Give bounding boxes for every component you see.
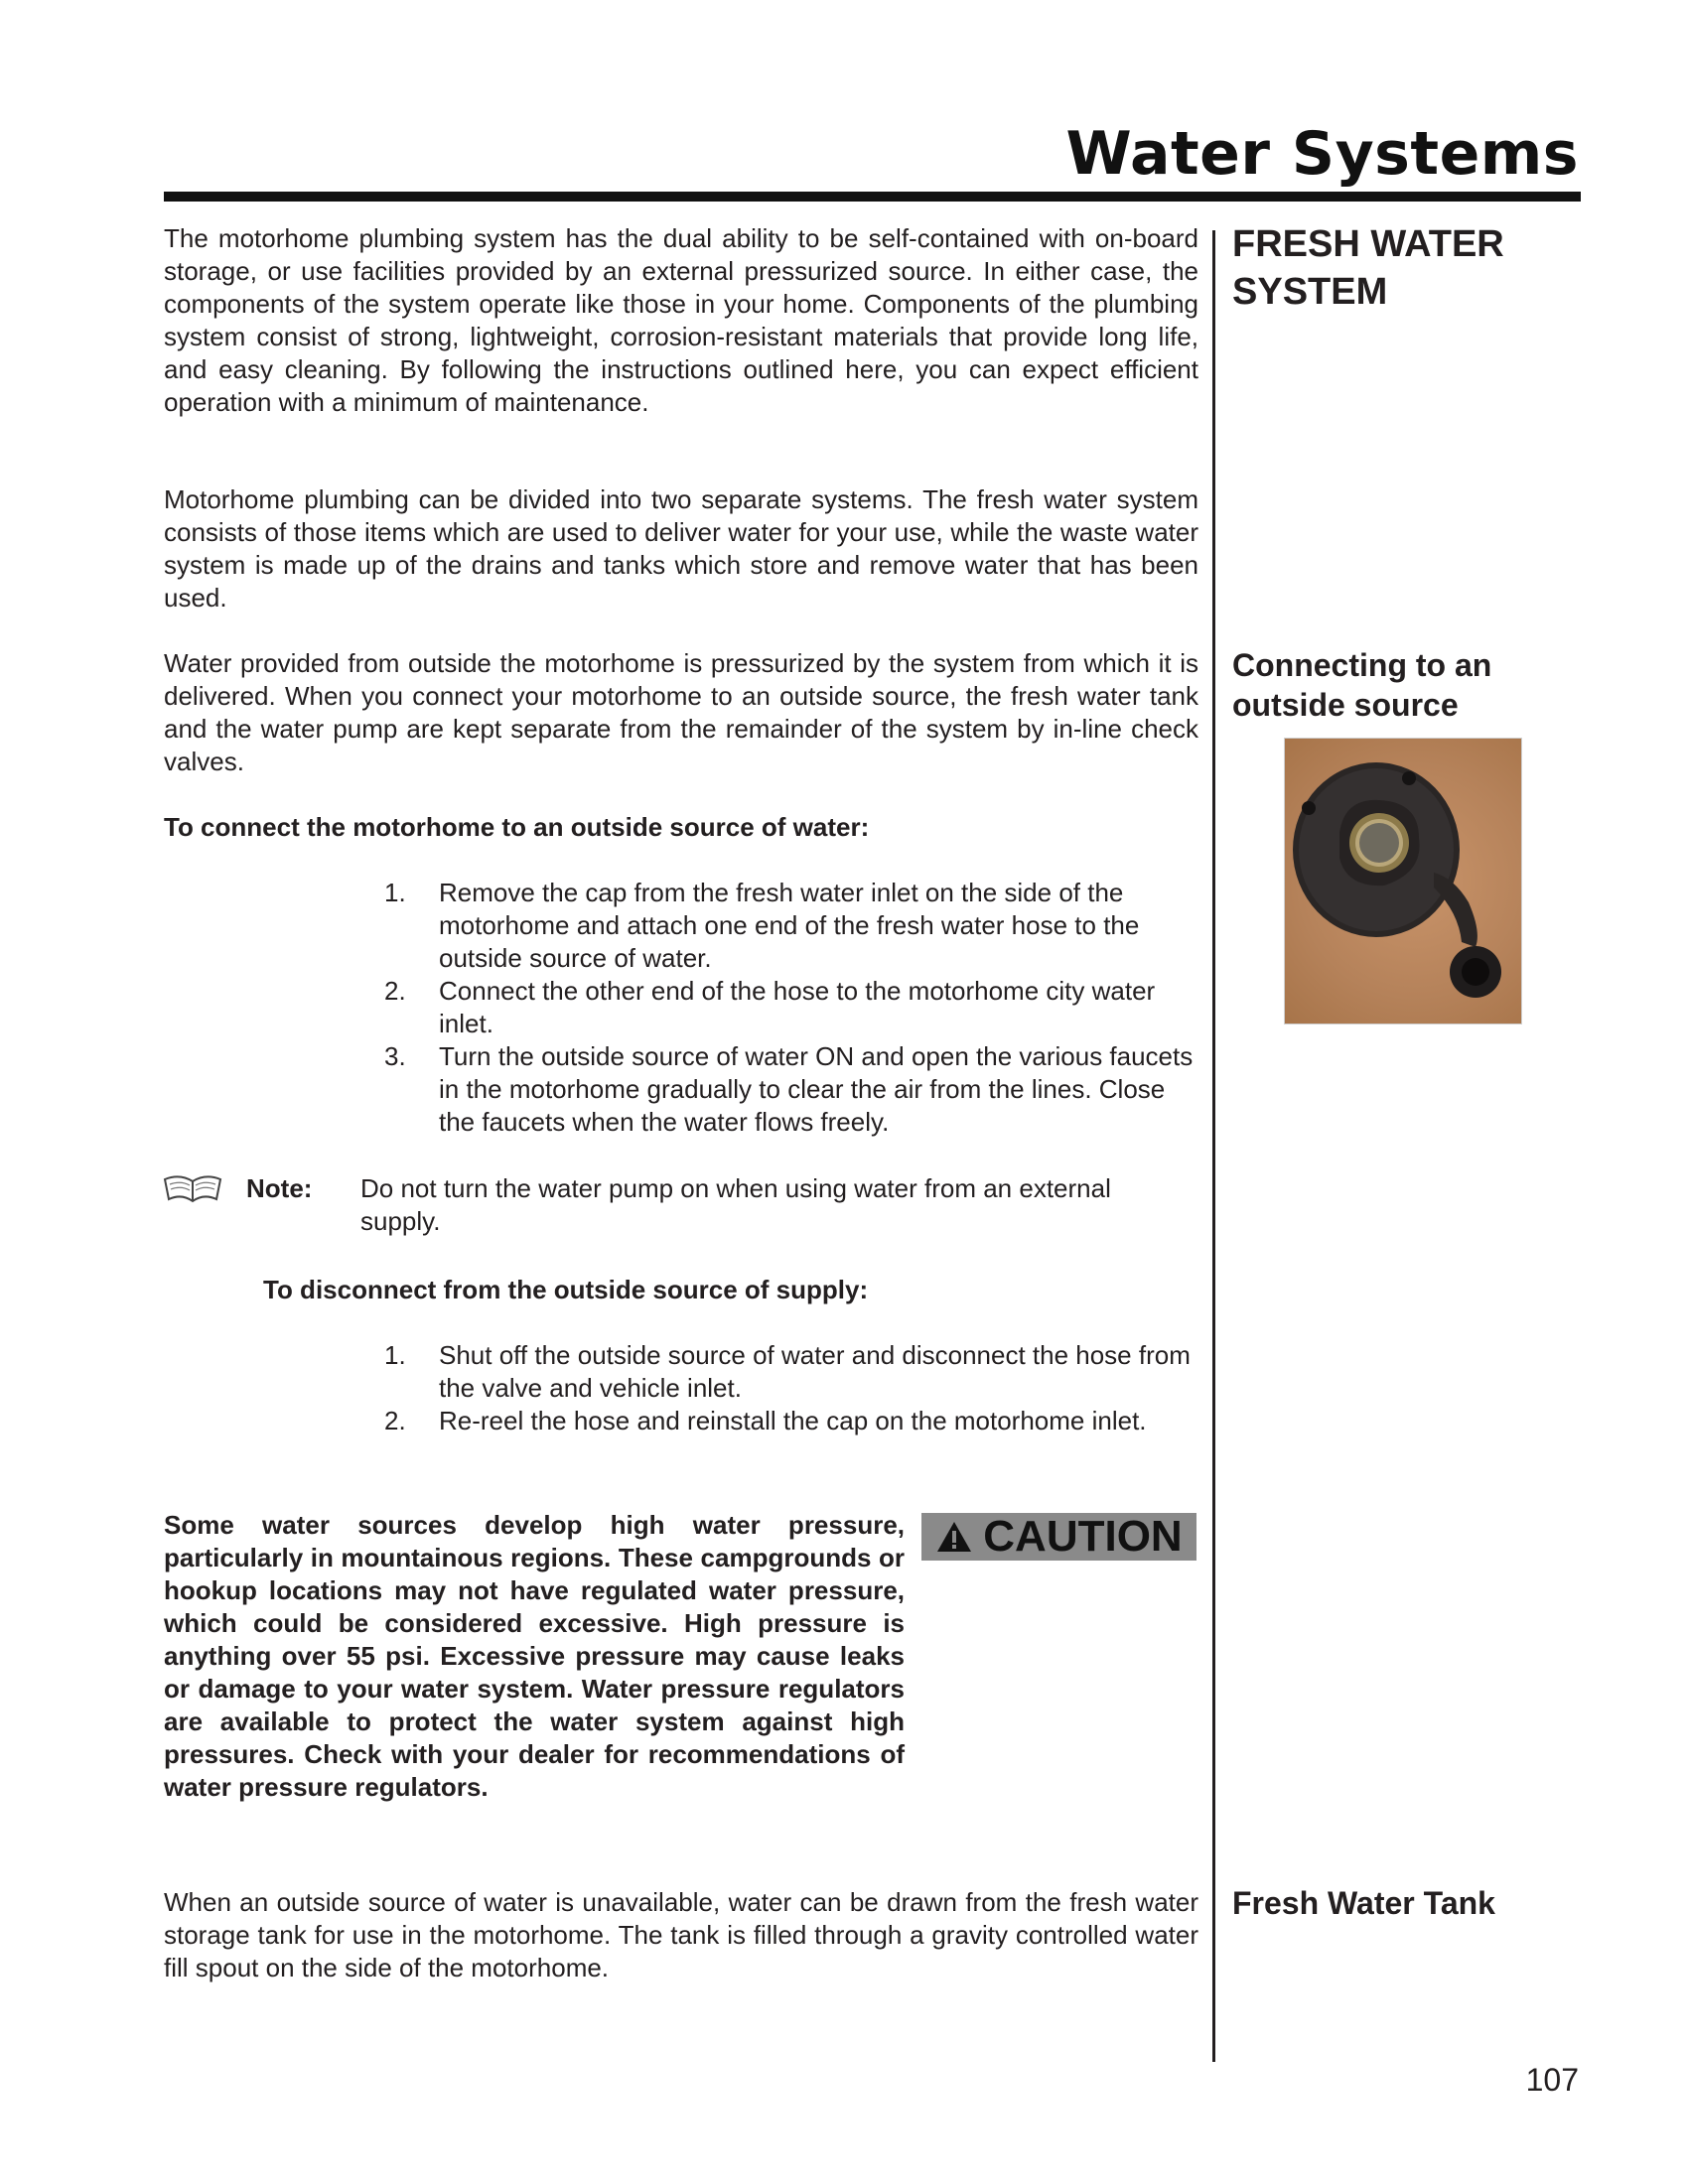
fresh-water-tank-paragraph: When an outside source of water is unavailable, water can be drawn from the fresh water storage tank for use in the motorhome. The tank is filled through a gravity controlled water fill spout on the side of the motorhome. <box>164 1887 1198 1982</box>
list-item: 2. Re-reel the hose and reinstall the cap on the motorhome inlet. <box>384 1406 1147 1435</box>
list-item: 2. Connect the other end of the hose to the motorhome city water inlet. <box>384 976 1156 1038</box>
intro-paragraph: The motorhome plumbing system has the dual ability to be self-contained with on-board storage, or use facilities provided by an external pressurized source. In either case, the components of the system operate like those in your home. Components of the plumbing system consist of strong, lightweight, corrosion-resistant materials that provide long life, and easy cleaning. By following the instructions outlined here, you can expect efficient operation with a minimum of maintenance. <box>164 223 1198 417</box>
systems-paragraph: Motorhome plumbing can be divided into two separate systems. The fresh water system consists of those items which are used to deliver water for your use, while the waste water system is made up of the drains and tanks which store and remove water that has been used. <box>164 484 1198 613</box>
page-number: 107 <box>1525 2062 1579 2098</box>
connect-steps-list <box>384 877 1198 1139</box>
water-inlet-photo <box>1284 738 1522 1024</box>
list-item: 1. Shut off the outside source of water and disconnect the hose from the valve and vehicle inlet. <box>384 1340 1191 1403</box>
note-text: Do not turn the water pump on when using water from an external supply. <box>360 1173 1111 1236</box>
disconnect-heading: To disconnect from the outside source of supply: <box>263 1275 869 1304</box>
subheading-connecting-outside-source: Connecting to an outside source <box>1232 647 1492 723</box>
outside-source-paragraph: Water provided from outside the motorhome is pressurized by the system from which it is delivered. When you connect your motorhome to an outside source, the fresh water tank and the water pump are kept separate from the remainder of the system by in-line check valves. <box>164 648 1198 776</box>
section-title-fresh-water-system: FRESH WATER SYSTEM <box>1232 223 1504 313</box>
subheading-fresh-water-tank: Fresh Water Tank <box>1232 1885 1495 1921</box>
water-inlet-illustration <box>1285 739 1521 1024</box>
list-item: 1. Remove the cap from the fresh water inlet on the side of the motorhome and attach one end of the fresh water hose to the outside source of water. <box>384 878 1140 973</box>
caution-badge <box>921 1513 1196 1561</box>
list-item: 3. Turn the outside source of water ON and open the various faucets in the motorhome gradually to clear the air from the lines. Close the faucets when the water flows freely. <box>384 1041 1194 1137</box>
disconnect-steps-list <box>384 1339 1198 1437</box>
caution-text: Some water sources develop high water pressure, particularly in mountainous regions. These campgrounds or hookup locations may not have regulated water pressure, which could be considered excessive. High pressure is anything over 55 psi. Excessive pressure may cause leaks or damage to your water system. Water pressure regulators are available to protect the water system against high pressures. Check with your dealer for recommendations of water pressure regulators. <box>164 1510 905 1802</box>
open-book-icon <box>162 1171 223 1205</box>
caution-label: CAUTION <box>983 1512 1183 1561</box>
column-divider <box>1212 230 1215 2062</box>
warning-triangle-icon <box>935 1520 973 1554</box>
page-title: Water Systems <box>1065 119 1579 189</box>
note-label: Note: <box>246 1173 313 1203</box>
title-divider <box>164 192 1581 202</box>
connect-heading: To connect the motorhome to an outside source of water: <box>164 812 870 842</box>
